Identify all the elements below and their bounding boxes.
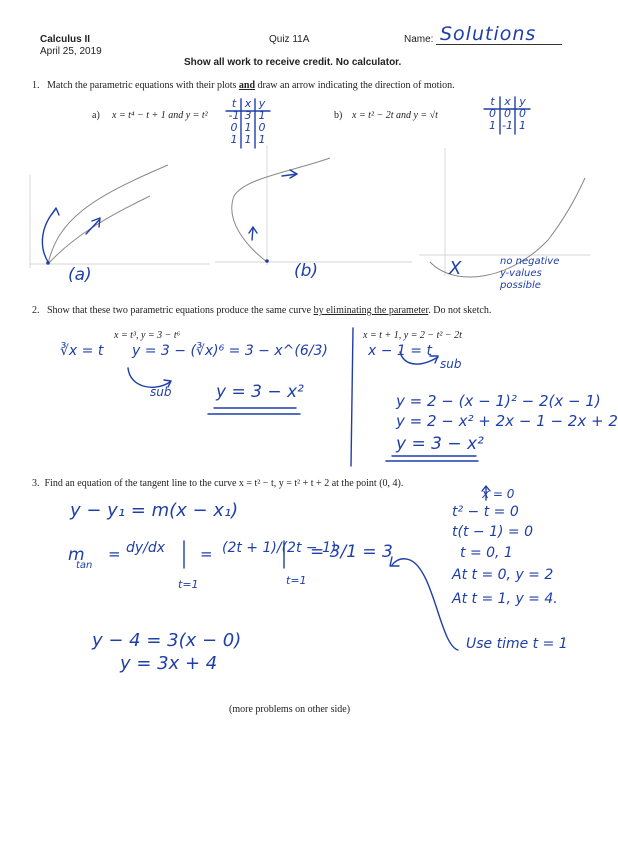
q2-right-sub: sub [440, 357, 462, 371]
q3-right-l4: At t = 0, y = 2 [452, 567, 554, 583]
q2-right-line2: y = 2 − (x − 1)² − 2(x − 1) [396, 392, 601, 410]
q1-text-and: and [238, 80, 256, 91]
table-a-row: 0 1 0 [230, 121, 266, 134]
table-a-row: 1 1 1 [230, 133, 266, 146]
q3-equals-2: = [200, 545, 213, 563]
q3-dydx: dy/dx [126, 540, 166, 556]
table-b-row: 1 -1 1 [489, 119, 526, 132]
q3-right-l3: t = 0, 1 [460, 545, 513, 561]
table-a-header: t x y [231, 97, 266, 110]
q1-text-before: Match the parametric equations with their plots [47, 80, 239, 91]
plot-label-a: (a) [68, 265, 92, 285]
q3-right-l2: t(t − 1) = 0 [452, 524, 533, 540]
q3-derivative: (2t + 1)/(2t − 1) [222, 540, 337, 556]
q2-right-line3: y = 2 − x² + 2x − 1 − 2x + 2 [396, 412, 618, 430]
q3-equals-1: = [108, 545, 121, 563]
q1-number: 1. [32, 80, 40, 91]
q3-right-l1: t² − t = 0 [452, 504, 519, 520]
q3-slope-value: = 3/1 = 3 [310, 542, 393, 562]
q3-x0: x = 0 [482, 487, 515, 501]
name-label: Name: [404, 34, 434, 45]
q1b-label: b) [334, 110, 343, 121]
q1a-label: a) [92, 110, 100, 121]
quiz-date: April 25, 2019 [40, 46, 102, 57]
q1b-equation: x = t² − 2t and y = √t [352, 110, 438, 121]
q3-text: 3. Find an equation of the tangent line to the curve x = t² − t, y = t² + t + 2 at the point (0, 4). [32, 478, 404, 489]
q2-left-equation: x = t³, y = 3 − t⁶ [114, 330, 181, 341]
plot-label-x: X [449, 258, 462, 279]
q3-m: m [68, 545, 85, 565]
quiz-number: Quiz 11A [269, 34, 310, 45]
q2-left-line1b: y = 3 − (∛x)⁶ = 3 − x^(6/3) [132, 343, 328, 359]
direction-arrow [42, 210, 55, 262]
q2-right-line1: x − 1 = t [368, 343, 432, 359]
q3-answer-1: y − 4 = 3(x − 0) [92, 630, 242, 651]
table-a-grid [226, 99, 270, 148]
q3-right-l5: At t = 1, y = 4. [452, 591, 558, 607]
plot-label-b: (b) [294, 261, 319, 281]
q3-answer-2: y = 3x + 4 [120, 653, 218, 674]
direction-arrow [252, 228, 253, 240]
course-title: Calculus II [40, 34, 91, 45]
q3-point-slope: y − y₁ = m(x − x₁) [70, 500, 239, 521]
arrowhead [52, 208, 59, 215]
q2-right-result: y = 3 − x² [396, 434, 484, 454]
footer-note: (more problems on other side) [229, 704, 351, 715]
q2-left-sub: sub [150, 385, 172, 399]
plot-b [215, 145, 412, 265]
name-value: Solutions [440, 23, 537, 45]
q2-text: 2. Show that these two parametric equations produce the same curve by eliminating the parameter. Do not sketch. [32, 305, 492, 316]
q1a-equation: x = t⁴ − t + 1 and y = t² [112, 110, 208, 121]
q3-eval-at-2: t=1 [286, 574, 307, 587]
instructions: Show all work to receive credit. No calculator. [184, 57, 402, 68]
table-b-header: t x y [490, 95, 526, 108]
q3-m-sub: tan [76, 560, 93, 571]
q2-left-result: y = 3 − x² [216, 382, 304, 402]
q3-eval-at: t=1 [178, 578, 199, 591]
q1-text-after: draw an arrow indicating the direction of motion. [255, 80, 455, 91]
plot-a [30, 165, 210, 268]
q2-left-line1: ∛x = t [60, 343, 104, 359]
q2-right-equation: x = t + 1, y = 2 − t² − 2t [363, 330, 462, 341]
loop-arrow [392, 559, 458, 650]
note-no-negative: no negative y-values possible [500, 256, 560, 291]
table-b-grid [484, 97, 530, 134]
table-a-row: -1 3 1 [228, 109, 266, 122]
q3-right-l6: Use time t = 1 [466, 636, 568, 652]
divider-line [351, 328, 353, 466]
table-b-row: 0 0 0 [489, 107, 526, 120]
